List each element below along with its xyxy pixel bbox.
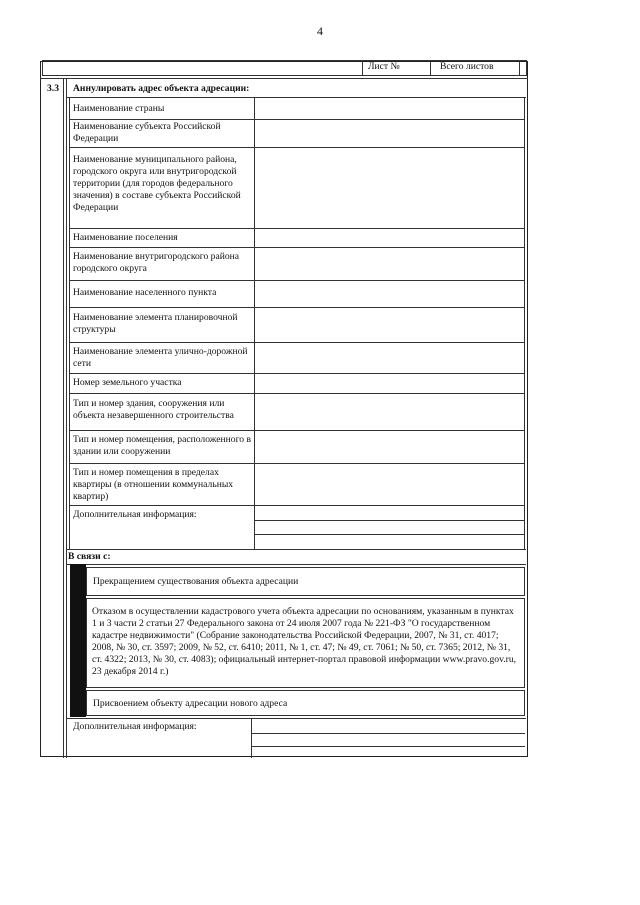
field-planning-structure: Наименование элемента планировочной структуры <box>73 312 238 335</box>
section-title: Аннулировать адрес объекта адресации: <box>73 83 250 94</box>
reason-1-text: Прекращением существования объекта адресации <box>93 576 299 587</box>
field-street-network: Наименование элемента улично-дорожной сети <box>73 346 248 369</box>
additional-info-label-2: Дополнительная информация: <box>73 721 197 732</box>
field-locality: Наименование населенного пункта <box>73 287 217 298</box>
section-number: 3.3 <box>47 83 59 94</box>
reason-2-text: Отказом в осуществлении кадастрового учета объекта адресации по основаниям, указанным в пунктах 1 и 3 части 2 статьи 27 Федерального закона от 24 июля 2007 года № 221-ФЗ "О государственном кадастре недвижимости" (Собрание законодательства Российской Федерации, 2007, № 31, ст. 4017; 2008, № 30, ст. 3597; 2009, № 52, ст. 6410; 2011, № 1, ст. 47; № 49, ст. 7061; № 50, ст. 7365; 2012, № 31, ст. 4322; 2013, № 30, ст. 4083); официальный интернет-портал правовой информации www.pravo.gov.ru, 23 декабря 2014 г.) <box>92 606 517 677</box>
reason-title: В связи с: <box>68 551 111 562</box>
page-number: 4 <box>317 24 323 38</box>
sheet-number-label: Лист № <box>368 61 400 72</box>
checkbox-column-shade <box>70 564 86 717</box>
field-country: Наименование страны <box>73 103 165 114</box>
field-apartment-premises: Тип и номер помещения в пределах квартиры (в отношении коммунальных квартир) <box>73 467 234 502</box>
field-premises: Тип и номер помещения, расположенного в здании или сооружении <box>73 434 252 457</box>
field-settlement: Наименование поселения <box>73 232 178 243</box>
field-municipality: Наименование муниципального района, городского округа или внутригородской территории (для городов федерального значения) в составе субъекта Российской Федерации <box>73 154 241 213</box>
additional-info-label: Дополнительная информация: <box>73 509 197 520</box>
field-building: Тип и номер здания, сооружения или объекта незавершенного строительства <box>73 398 234 421</box>
field-land-plot: Номер земельного участка <box>73 377 182 388</box>
field-subject: Наименование субъекта Российской Федерации <box>73 121 221 144</box>
field-city-district: Наименование внутригородского района городского округа <box>73 251 240 274</box>
reason-3-text: Присвоением объекту адресации нового адреса <box>93 698 288 709</box>
total-sheets-label: Всего листов <box>440 61 494 72</box>
